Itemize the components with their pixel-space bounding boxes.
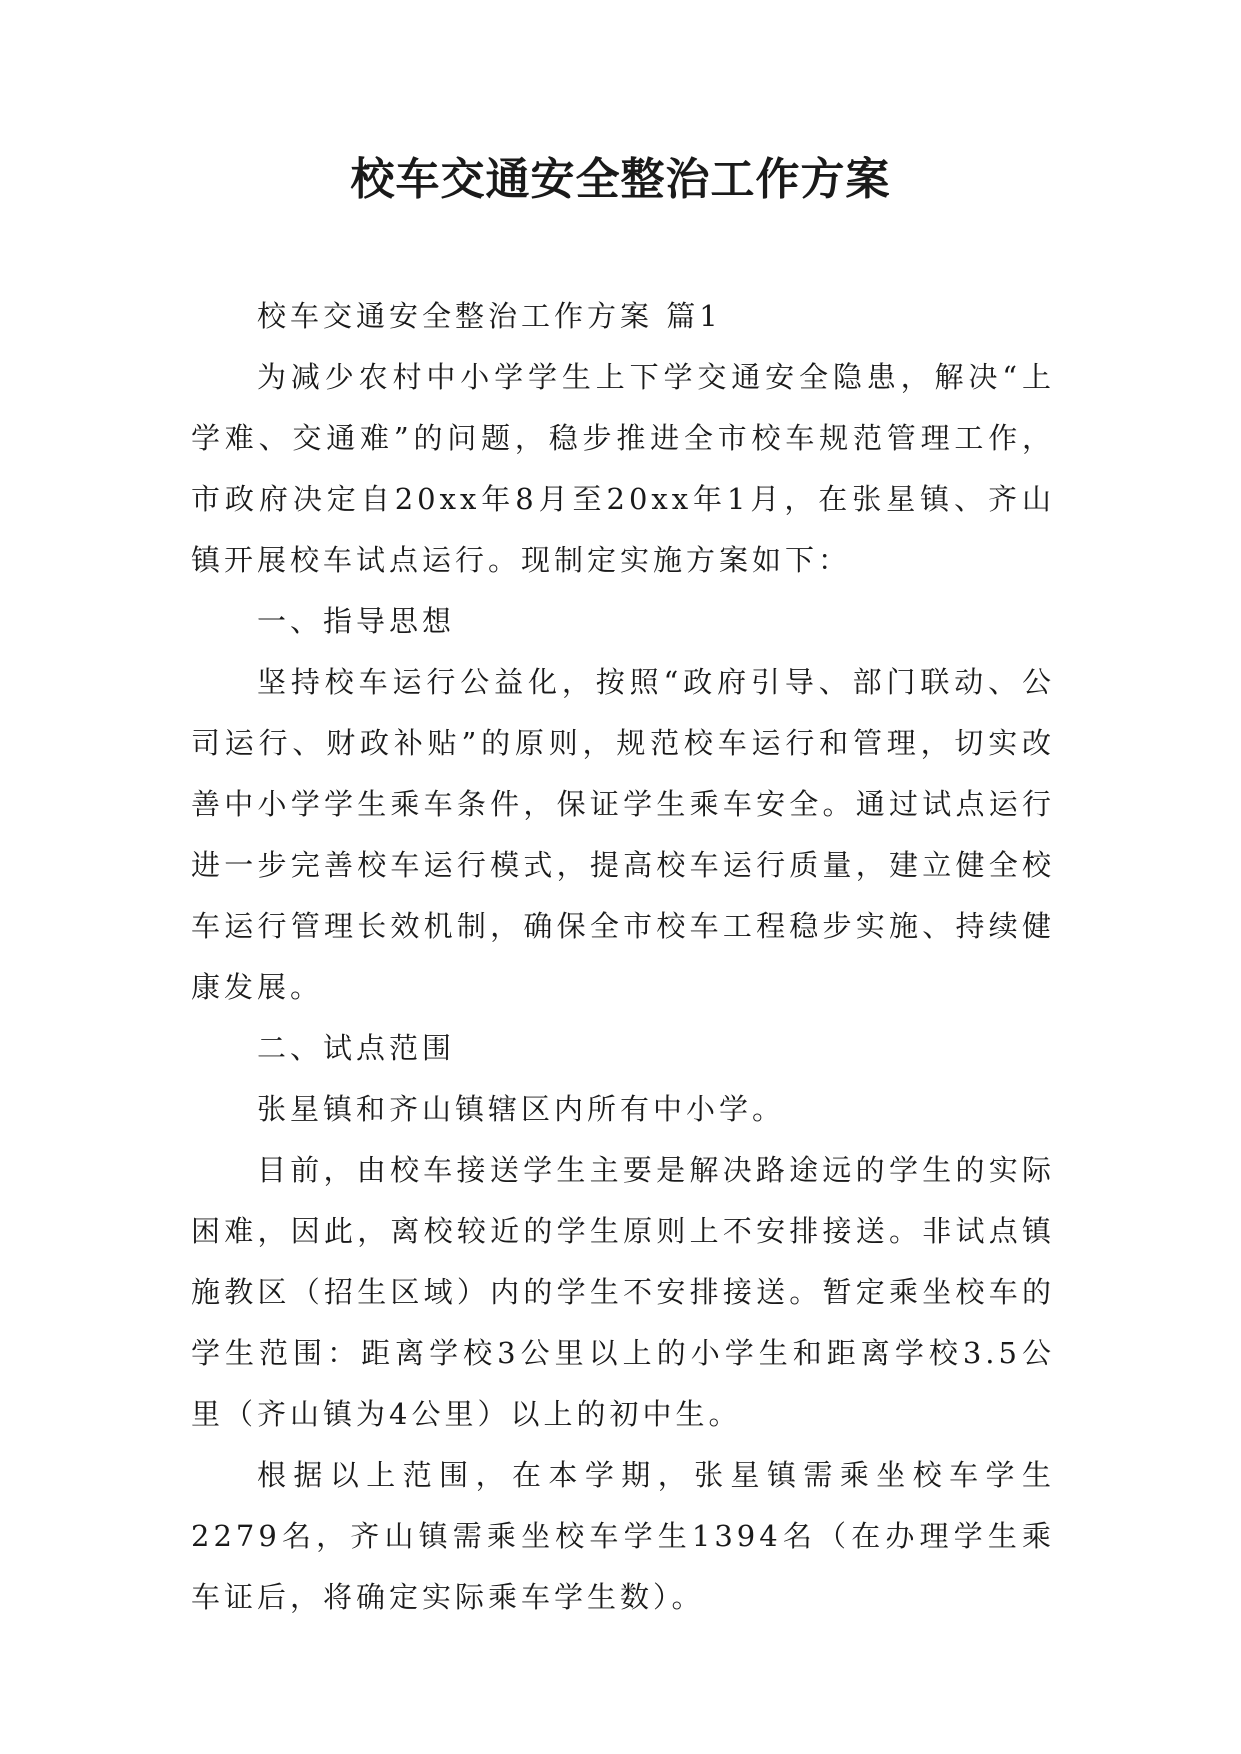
intro-paragraph: 为减少农村中小学学生上下学交通安全隐患，解决“上学难、交通难”的问题，稳步推进全市校车规范管理工作，市政府决定自20xx年8月至20xx年1月，在张星镇、齐山镇开展校车试点运行。现制定实施方案如下： xyxy=(191,360,1055,577)
eligibility-paragraph: 目前，由校车接送学生主要是解决路途远的学生的实际困难，因此，离校较近的学生原则上不安排接送。非试点镇施教区（招生区域）内的学生不安排接送。暂定乘坐校车的学生范围：距离学校3公里以上的小学生和距离学校3.5公里（齐山镇为4公里）以上的初中生。 xyxy=(191,1153,1055,1431)
student-count-paragraph: 根据以上范围，在本学期，张星镇需乘坐校车学生2279名，齐山镇需乘坐校车学生1394名（在办理学生乘车证后，将确定实际乘车学生数）。 xyxy=(191,1458,1055,1614)
document-title: 校车交通安全整治工作方案 xyxy=(350,154,891,205)
heading-guiding-ideology: 一、指导思想 xyxy=(257,604,456,638)
document-body xyxy=(191,286,1055,1628)
guiding-ideology-paragraph: 坚持校车运行公益化，按照“政府引导、部门联动、公司运行、财政补贴”的原则，规范校车运行和管理，切实改善中小学学生乘车条件，保证学生乘车安全。通过试点运行进一步完善校车运行模式，提高校车运行质量，建立健全校车运行管理长效机制，确保全市校车工程稳步实施、持续健康发展。 xyxy=(191,665,1055,1004)
pilot-scope-paragraph: 张星镇和齐山镇辖区内所有中小学。 xyxy=(257,1092,786,1126)
heading-pilot-scope: 二、试点范围 xyxy=(257,1031,456,1065)
section-heading-part-1: 校车交通安全整治工作方案 篇1 xyxy=(257,299,722,333)
